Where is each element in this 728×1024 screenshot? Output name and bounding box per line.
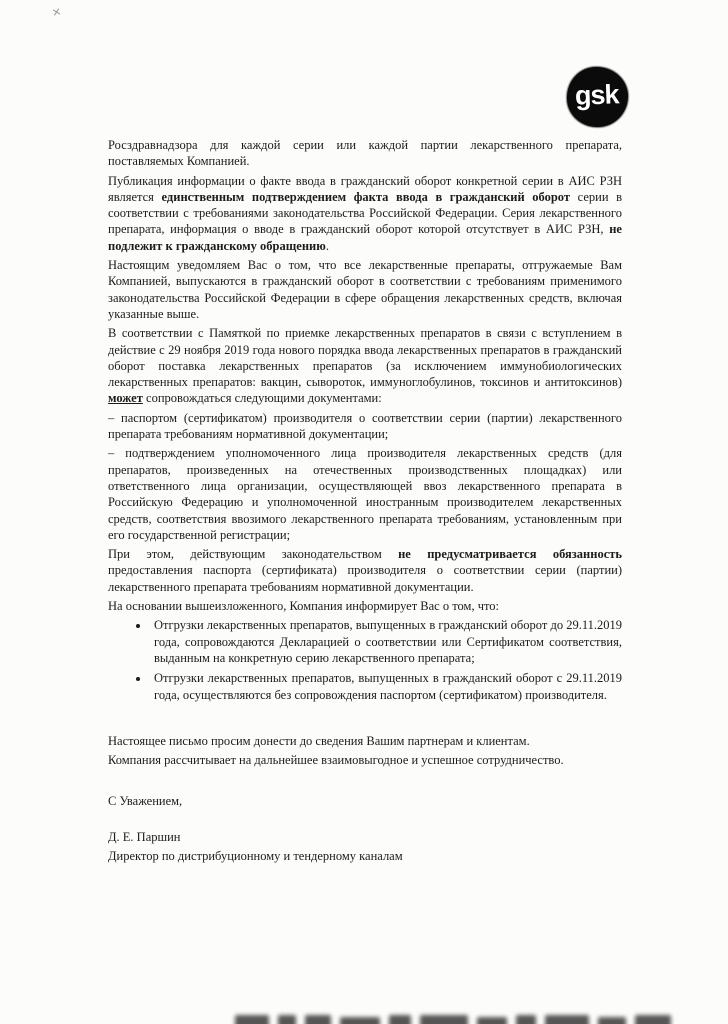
text-run: предоставления паспорта (сертификата) производителя о соответствии серии (партии) лекарственного препарата требованиям нормативной документации. xyxy=(108,563,622,594)
gsk-logo-icon xyxy=(567,67,628,127)
emphasized-text: не подлежит к гражданскому обращению xyxy=(108,222,622,253)
text-run: Директор по дистрибуционному и тендерному каналам xyxy=(108,848,403,863)
text-run: Публикация информации о факте ввода в гражданский оборот конкретной серии в АИС РЗН является xyxy=(108,173,622,204)
signature-title xyxy=(108,848,622,864)
paragraph-conclusion-intro xyxy=(108,598,622,614)
paragraph-pamyatka xyxy=(108,325,622,406)
signature-name xyxy=(108,829,622,845)
paragraph-forward-request xyxy=(108,733,622,749)
text-run: сопровождаться следующими документами: xyxy=(142,391,382,406)
paragraph-no-obligation xyxy=(108,546,622,595)
text-run: Компания рассчитывает на дальнейшее взаимовыгодное и успешное сотрудничество. xyxy=(108,753,564,768)
scan-artifact-segment xyxy=(389,1015,411,1024)
paragraph-notification xyxy=(108,257,622,322)
text-run: С Уважением, xyxy=(108,794,183,809)
paragraph-cooperation xyxy=(108,752,622,768)
text-run: серии в соответствии с требованиями законодательства Российской Федерации. Серия лекарственного препарата, информация о вводе в гражданский оборот которой отсутствует в АИС РЗН, xyxy=(108,189,623,237)
text-run: В соответствии с Памяткой по приемке лекарственных препаратов в связи с вступлением в действие с 29 ноября 2019 года нового порядка ввода лекарственных препаратов в гражданский оборот поставка лекарственных препаратов (за исключением иммунобиологических лекарственных препаратов: вакцин, сывороток, иммуноглобулинов, токсинов и антитоксинов) xyxy=(108,326,622,390)
scan-artifact-segment xyxy=(477,1017,507,1024)
scan-artifact-segment xyxy=(278,1015,296,1024)
scan-artifact-segment xyxy=(305,1015,331,1024)
scan-artifact-segment xyxy=(598,1017,626,1024)
paragraph-publication xyxy=(108,173,622,254)
scan-artifact-segment xyxy=(545,1015,589,1024)
bullet-item: • Отгрузки лекарственных препаратов, выпущенных в гражданский оборот с 29.11.2019 года, осуществляются без сопровождения паспортом (сертификатом) производителя. xyxy=(150,670,622,703)
text-run: Росздравнадзора для каждой серии или каждой партии лекарственного препарата, поставляемых Компанией. xyxy=(108,138,622,169)
emphasized-text: единственным подтверждением факта ввода в гражданский оборот xyxy=(161,189,571,204)
text-run: – подтверждением уполномоченного лица производителя лекарственных средств (для препаратов, произведенных на отечественных производственных площадках) или ответственного лица организации, осуществляющей ввоз лекарственного препарата в Российскую Федерацию и уполномоченной иностранным производителем лекарственных средств, соответствия ввозимого лекарственного препарата требованиям, установленным при его государственной регистрации; xyxy=(108,446,622,542)
text-run: Д. Е. Паршин xyxy=(108,829,181,844)
bullet-item: • Отгрузки лекарственных препаратов, выпущенных в гражданский оборот до 29.11.2019 года, сопровождаются Декларацией о соответствии или Сертификатом соответствия, выданным на конкретную серию лекарственного препарата; xyxy=(150,617,622,666)
letter-body xyxy=(108,137,622,867)
scan-artifact-segment xyxy=(235,1015,269,1024)
scan-artifact-strip xyxy=(235,1008,671,1024)
scan-artifact-segment xyxy=(340,1017,380,1024)
handwritten-mark: ✕ xyxy=(50,6,63,20)
closing-salutation xyxy=(108,793,622,809)
paragraph-dash-confirmation xyxy=(108,445,622,543)
paragraph-continuation xyxy=(108,137,622,170)
spacer xyxy=(108,771,622,793)
scan-artifact-segment xyxy=(420,1015,468,1024)
text-run: . xyxy=(325,238,329,253)
text-run: Настоящим уведомляем Вас о том, что все лекарственные препараты, отгружаемые Вам Компанией, выпускаются в гражданский оборот в соответствии с требованиям применимого законодательства Российской Федерации в сфере обращения лекарственных средств, включая указанные выше. xyxy=(108,258,622,321)
spacer xyxy=(108,707,622,733)
text-run: Настоящее письмо просим донести до сведения Вашим партнерам и клиентам. xyxy=(108,733,530,748)
conclusion-bullets xyxy=(108,617,622,702)
text-run: При этом, действующим законодательством xyxy=(108,547,399,562)
paragraph-dash-passport xyxy=(108,410,622,443)
emphasized-text: может xyxy=(108,391,143,406)
text-run: На основании вышеизложенного, Компания информирует Вас о том, что: xyxy=(108,599,500,614)
scan-artifact-segment xyxy=(516,1015,536,1024)
scan-artifact-segment xyxy=(635,1015,671,1024)
text-run: – паспортом (сертификатом) производителя о соответствии серии (партии) лекарственного препарата требованиям нормативной документации; xyxy=(108,410,622,442)
spacer xyxy=(108,813,622,829)
gsk-logo-text: gsk xyxy=(574,78,619,111)
emphasized-text: не предусматривается обязанность xyxy=(398,547,623,562)
